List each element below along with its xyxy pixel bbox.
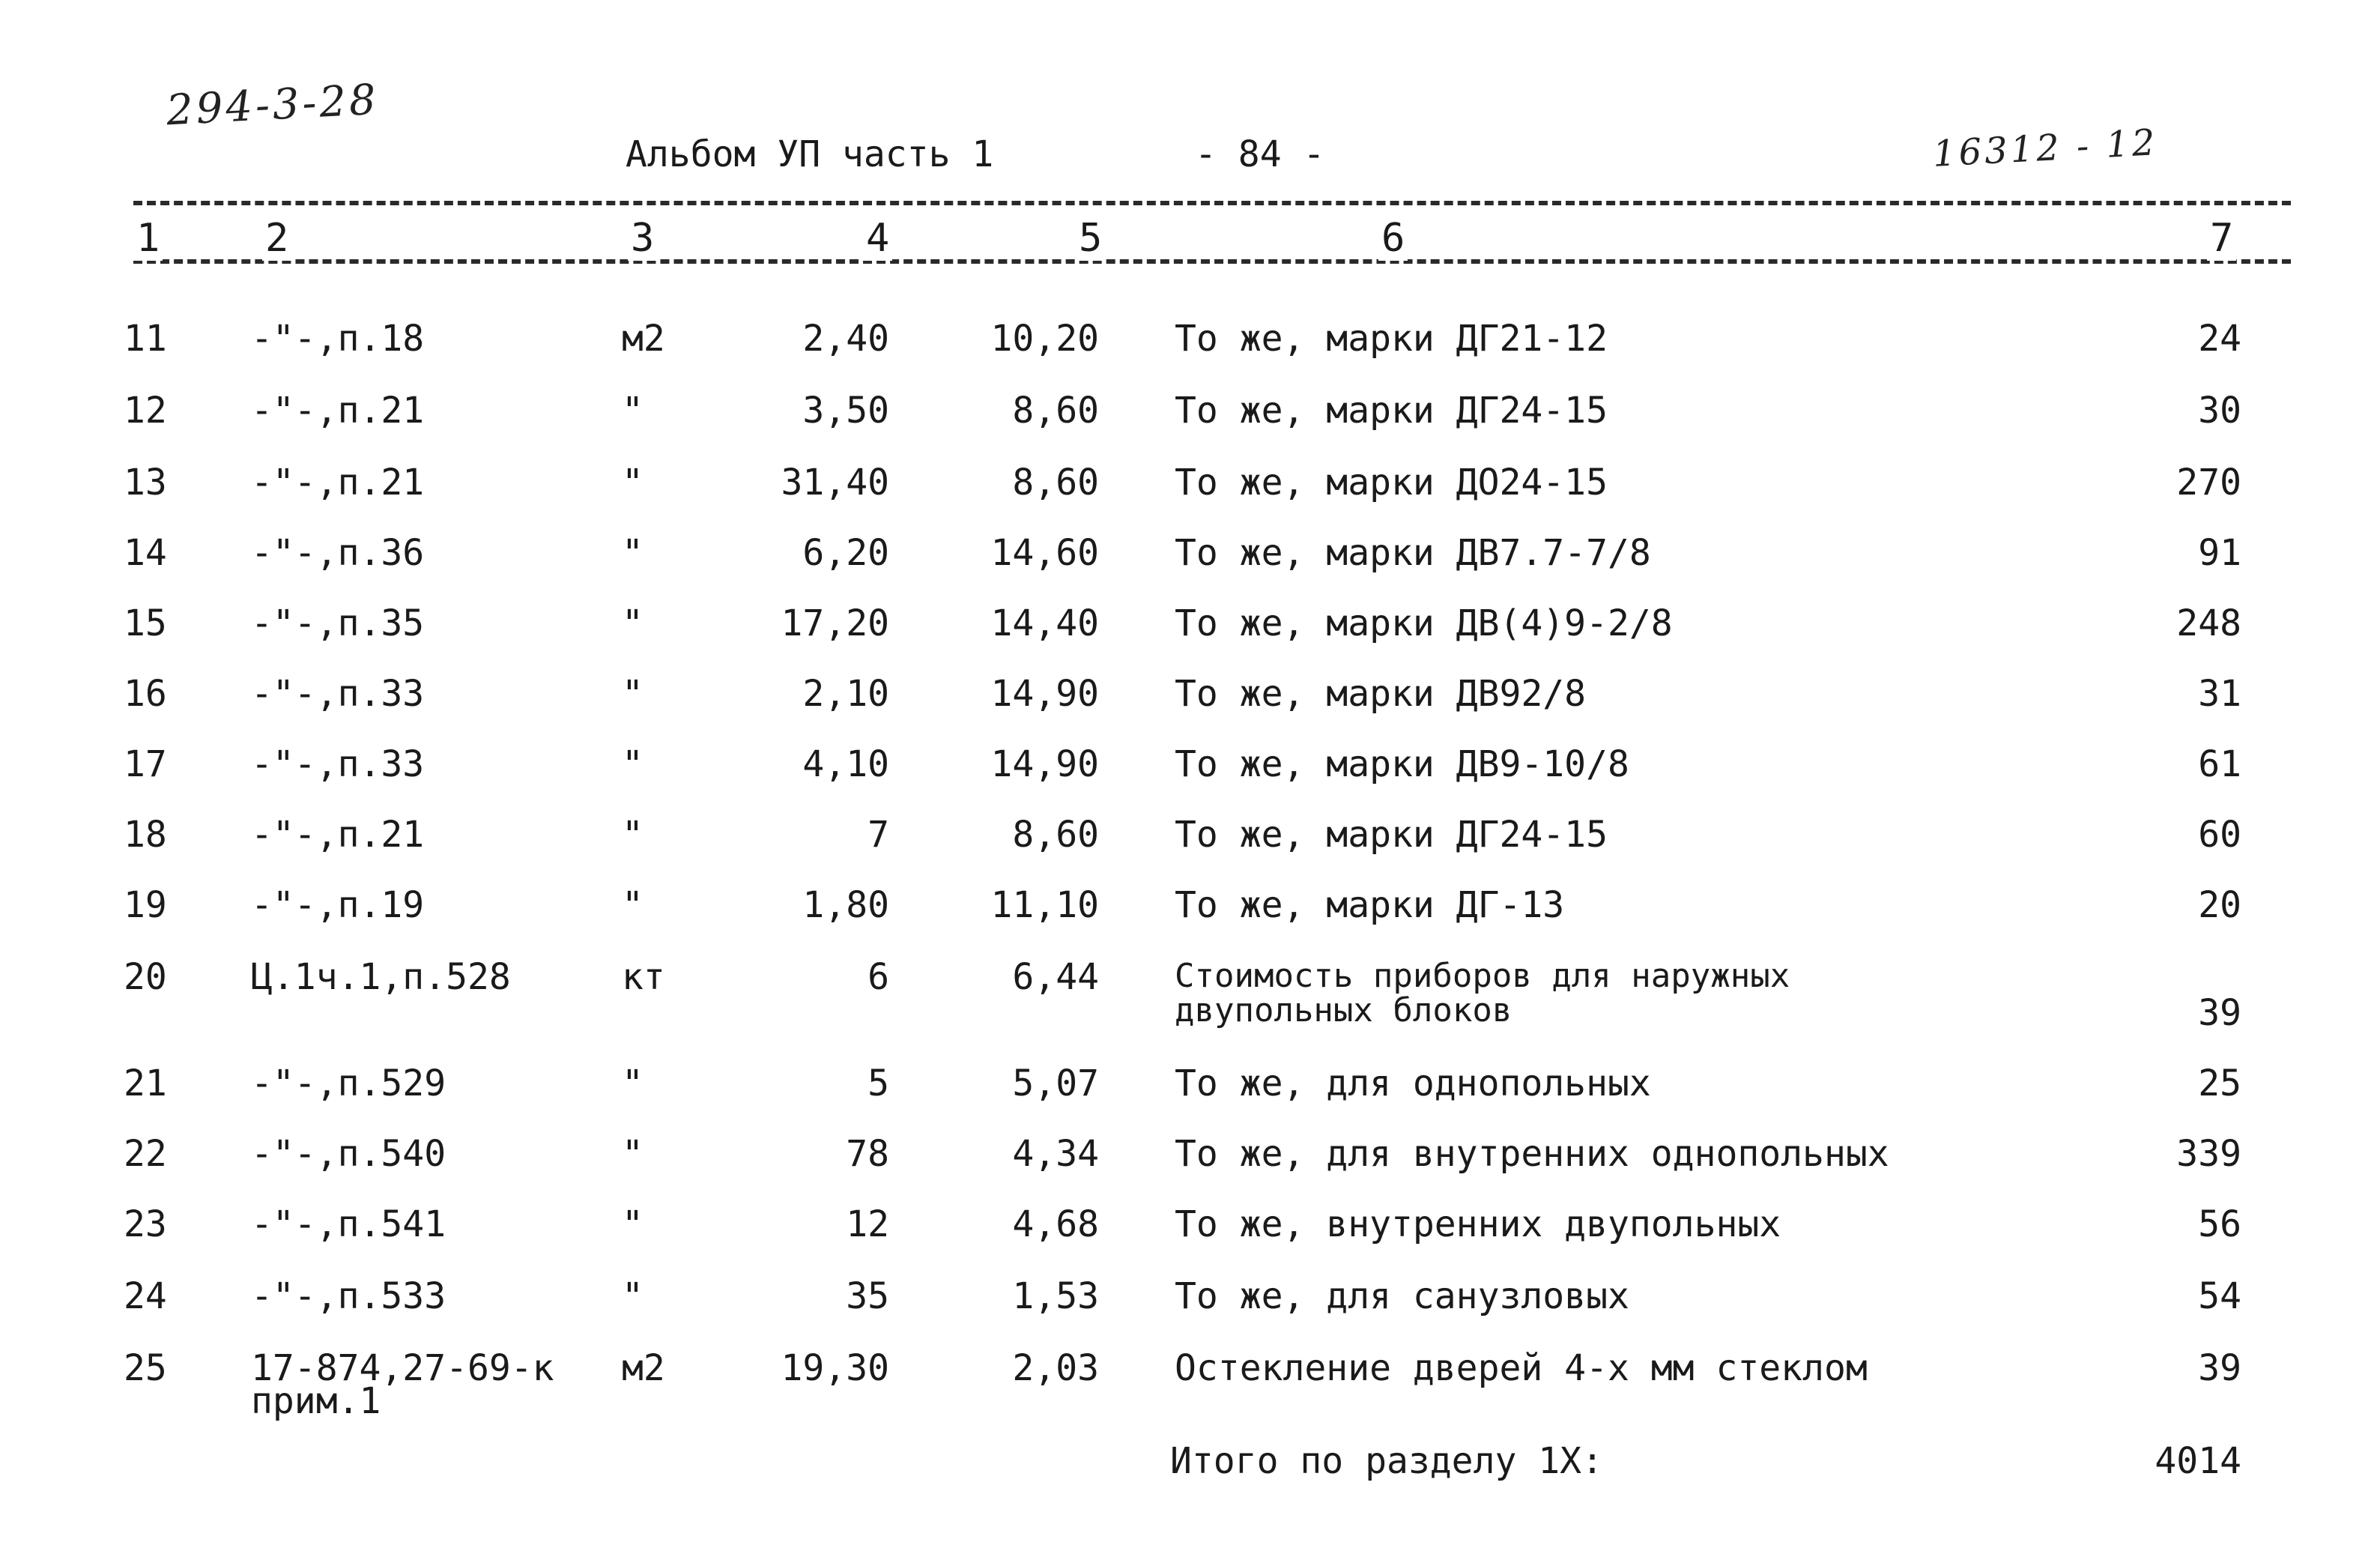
row-number: 11 [124, 318, 167, 360]
row-total: 56 [2198, 1203, 2241, 1245]
row-total: 60 [2198, 814, 2241, 856]
row-total: 24 [2198, 318, 2241, 360]
row-quantity: 31,40 [781, 462, 889, 504]
table-row [0, 602, 2380, 673]
row-unit: " [622, 1275, 644, 1317]
section-total-value: 4014 [2155, 1440, 2241, 1482]
row-quantity: 12 [846, 1203, 889, 1245]
row-unit-price: 14,60 [990, 532, 1099, 574]
document-code-handwritten: 294-3-28 [165, 75, 381, 136]
table-row [0, 1275, 2380, 1346]
column-number-2: 2 [262, 216, 291, 261]
row-total: 20 [2198, 884, 2241, 926]
row-description: То же, марки ДВ92/8 [1175, 673, 1587, 715]
row-description: То же, марки ДГ-13 [1175, 884, 1565, 926]
table-row [0, 743, 2380, 814]
row-quantity: 19,30 [781, 1347, 889, 1389]
table-row [0, 532, 2380, 602]
row-number: 23 [124, 1203, 167, 1245]
table-row [0, 1203, 2380, 1274]
row-description: То же, марки ДВ7.7-7/8 [1175, 532, 1651, 574]
row-number: 21 [124, 1062, 167, 1104]
table-row [0, 1133, 2380, 1203]
row-reference: -"-,п.21 [251, 462, 425, 504]
row-number: 22 [124, 1133, 167, 1175]
row-number: 24 [124, 1275, 167, 1317]
row-number: 19 [124, 884, 167, 926]
column-header-dashed-rule [133, 259, 2291, 264]
column-number-5: 5 [1076, 216, 1105, 261]
row-total: 270 [2176, 462, 2241, 504]
column-number-6: 6 [1378, 216, 1408, 261]
row-unit: " [622, 532, 644, 574]
row-unit: " [622, 814, 644, 856]
section-total-label: Итого по разделу 1Х: [1170, 1440, 1603, 1482]
row-unit: " [622, 673, 644, 715]
row-total: 91 [2198, 532, 2241, 574]
row-description: То же, марки ДГ24-15 [1175, 390, 1608, 432]
row-unit: " [622, 1133, 644, 1175]
table-row [0, 1062, 2380, 1133]
row-description: То же, марки ДО24-15 [1175, 462, 1608, 504]
row-total: 248 [2176, 602, 2241, 644]
row-quantity: 2,10 [802, 673, 889, 715]
row-reference: -"-,п.33 [251, 673, 425, 715]
row-unit: " [622, 884, 644, 926]
row-total: 39 [2198, 1347, 2241, 1389]
row-number: 18 [124, 814, 167, 856]
row-unit: м2 [622, 318, 665, 360]
row-unit-price: 14,40 [990, 602, 1099, 644]
row-number: 13 [124, 462, 167, 504]
row-reference: -"-,п.21 [251, 814, 425, 856]
table-row [0, 390, 2380, 460]
row-reference: -"-,п.21 [251, 390, 425, 432]
row-description: То же, марки ДГ24-15 [1175, 814, 1608, 856]
row-unit: " [622, 602, 644, 644]
row-unit-price: 1,53 [1012, 1275, 1099, 1317]
row-unit: м2 [622, 1347, 665, 1389]
table-row [0, 462, 2380, 532]
sheet-code-handwritten: 16312 - 12 [1931, 121, 2159, 175]
row-description: Стоимость приборов для наружных [1175, 957, 1790, 995]
row-description: То же, для однопольных [1175, 1062, 1651, 1104]
row-quantity: 6 [867, 956, 889, 998]
row-total: 339 [2176, 1133, 2241, 1175]
row-unit-price: 2,03 [1012, 1347, 1099, 1389]
row-unit-price: 5,07 [1012, 1062, 1099, 1104]
row-description: То же, для санузловых [1175, 1275, 1629, 1317]
row-unit: " [622, 390, 644, 432]
row-unit-price: 10,20 [990, 318, 1099, 360]
row-unit-price: 8,60 [1012, 390, 1099, 432]
column-number-7: 7 [2207, 216, 2236, 261]
row-quantity: 4,10 [802, 743, 889, 785]
table-row [0, 884, 2380, 955]
row-number: 17 [124, 743, 167, 785]
table-row [0, 1347, 2380, 1433]
row-quantity: 5 [867, 1062, 889, 1104]
row-reference: -"-,п.33 [251, 743, 425, 785]
row-number: 12 [124, 390, 167, 432]
row-quantity: 1,80 [802, 884, 889, 926]
row-unit: " [622, 1062, 644, 1104]
row-number: 16 [124, 673, 167, 715]
row-quantity: 6,20 [802, 532, 889, 574]
row-description: Остекление дверей 4-х мм стеклом [1175, 1347, 1868, 1389]
row-quantity: 78 [846, 1133, 889, 1175]
row-total: 39 [2198, 992, 2241, 1034]
row-quantity: 3,50 [802, 390, 889, 432]
row-description: То же, внутренних двупольных [1175, 1203, 1781, 1245]
row-unit-price: 4,34 [1012, 1133, 1099, 1175]
row-quantity: 17,20 [781, 602, 889, 644]
row-reference: -"-,п.19 [251, 884, 425, 926]
table-row [0, 318, 2380, 388]
row-number: 20 [124, 956, 167, 998]
row-number: 25 [124, 1347, 167, 1389]
row-quantity: 7 [867, 814, 889, 856]
row-description: То же, марки ДВ9-10/8 [1175, 743, 1629, 785]
row-unit: " [622, 462, 644, 504]
row-quantity: 35 [846, 1275, 889, 1317]
row-reference: -"-,п.540 [251, 1133, 446, 1175]
column-number-1: 1 [133, 216, 163, 261]
album-title: Альбом УП часть 1 [626, 133, 994, 175]
row-reference: -"-,п.35 [251, 602, 425, 644]
row-unit-price: 14,90 [990, 673, 1099, 715]
row-total: 54 [2198, 1275, 2241, 1317]
row-unit-price: 4,68 [1012, 1203, 1099, 1245]
row-total: 61 [2198, 743, 2241, 785]
row-reference: 17-874,27-69-к [251, 1347, 554, 1389]
row-description: То же, для внутренних однопольных [1175, 1133, 1889, 1175]
row-description: То же, марки ДВ(4)9-2/8 [1175, 602, 1673, 644]
row-reference: -"-,п.541 [251, 1203, 446, 1245]
row-reference: -"-,п.36 [251, 532, 425, 574]
row-total: 25 [2198, 1062, 2241, 1104]
row-unit-price: 8,60 [1012, 814, 1099, 856]
row-quantity: 2,40 [802, 318, 889, 360]
row-total: 30 [2198, 390, 2241, 432]
row-reference-continued: прим.1 [251, 1380, 381, 1422]
row-reference: Ц.1ч.1,п.528 [251, 956, 511, 998]
row-unit-price: 14,90 [990, 743, 1099, 785]
row-number: 14 [124, 532, 167, 574]
row-total: 31 [2198, 673, 2241, 715]
table-row [0, 956, 2380, 1056]
row-number: 15 [124, 602, 167, 644]
row-reference: -"-,п.18 [251, 318, 425, 360]
row-reference: -"-,п.529 [251, 1062, 446, 1104]
row-unit-price: 8,60 [1012, 462, 1099, 504]
row-unit-price: 6,44 [1012, 956, 1099, 998]
row-description-continued: двупольных блоков [1175, 991, 1513, 1030]
row-reference: -"-,п.533 [251, 1275, 446, 1317]
row-unit-price: 11,10 [990, 884, 1099, 926]
row-description: То же, марки ДГ21-12 [1175, 318, 1608, 360]
column-number-4: 4 [863, 216, 892, 261]
row-unit: кт [622, 956, 665, 998]
table-row [0, 673, 2380, 743]
row-unit: " [622, 1203, 644, 1245]
row-unit: " [622, 743, 644, 785]
column-number-3: 3 [628, 216, 657, 261]
table-row [0, 814, 2380, 884]
top-dashed-rule [133, 201, 2291, 205]
page-number: - 84 - [1195, 133, 1325, 175]
